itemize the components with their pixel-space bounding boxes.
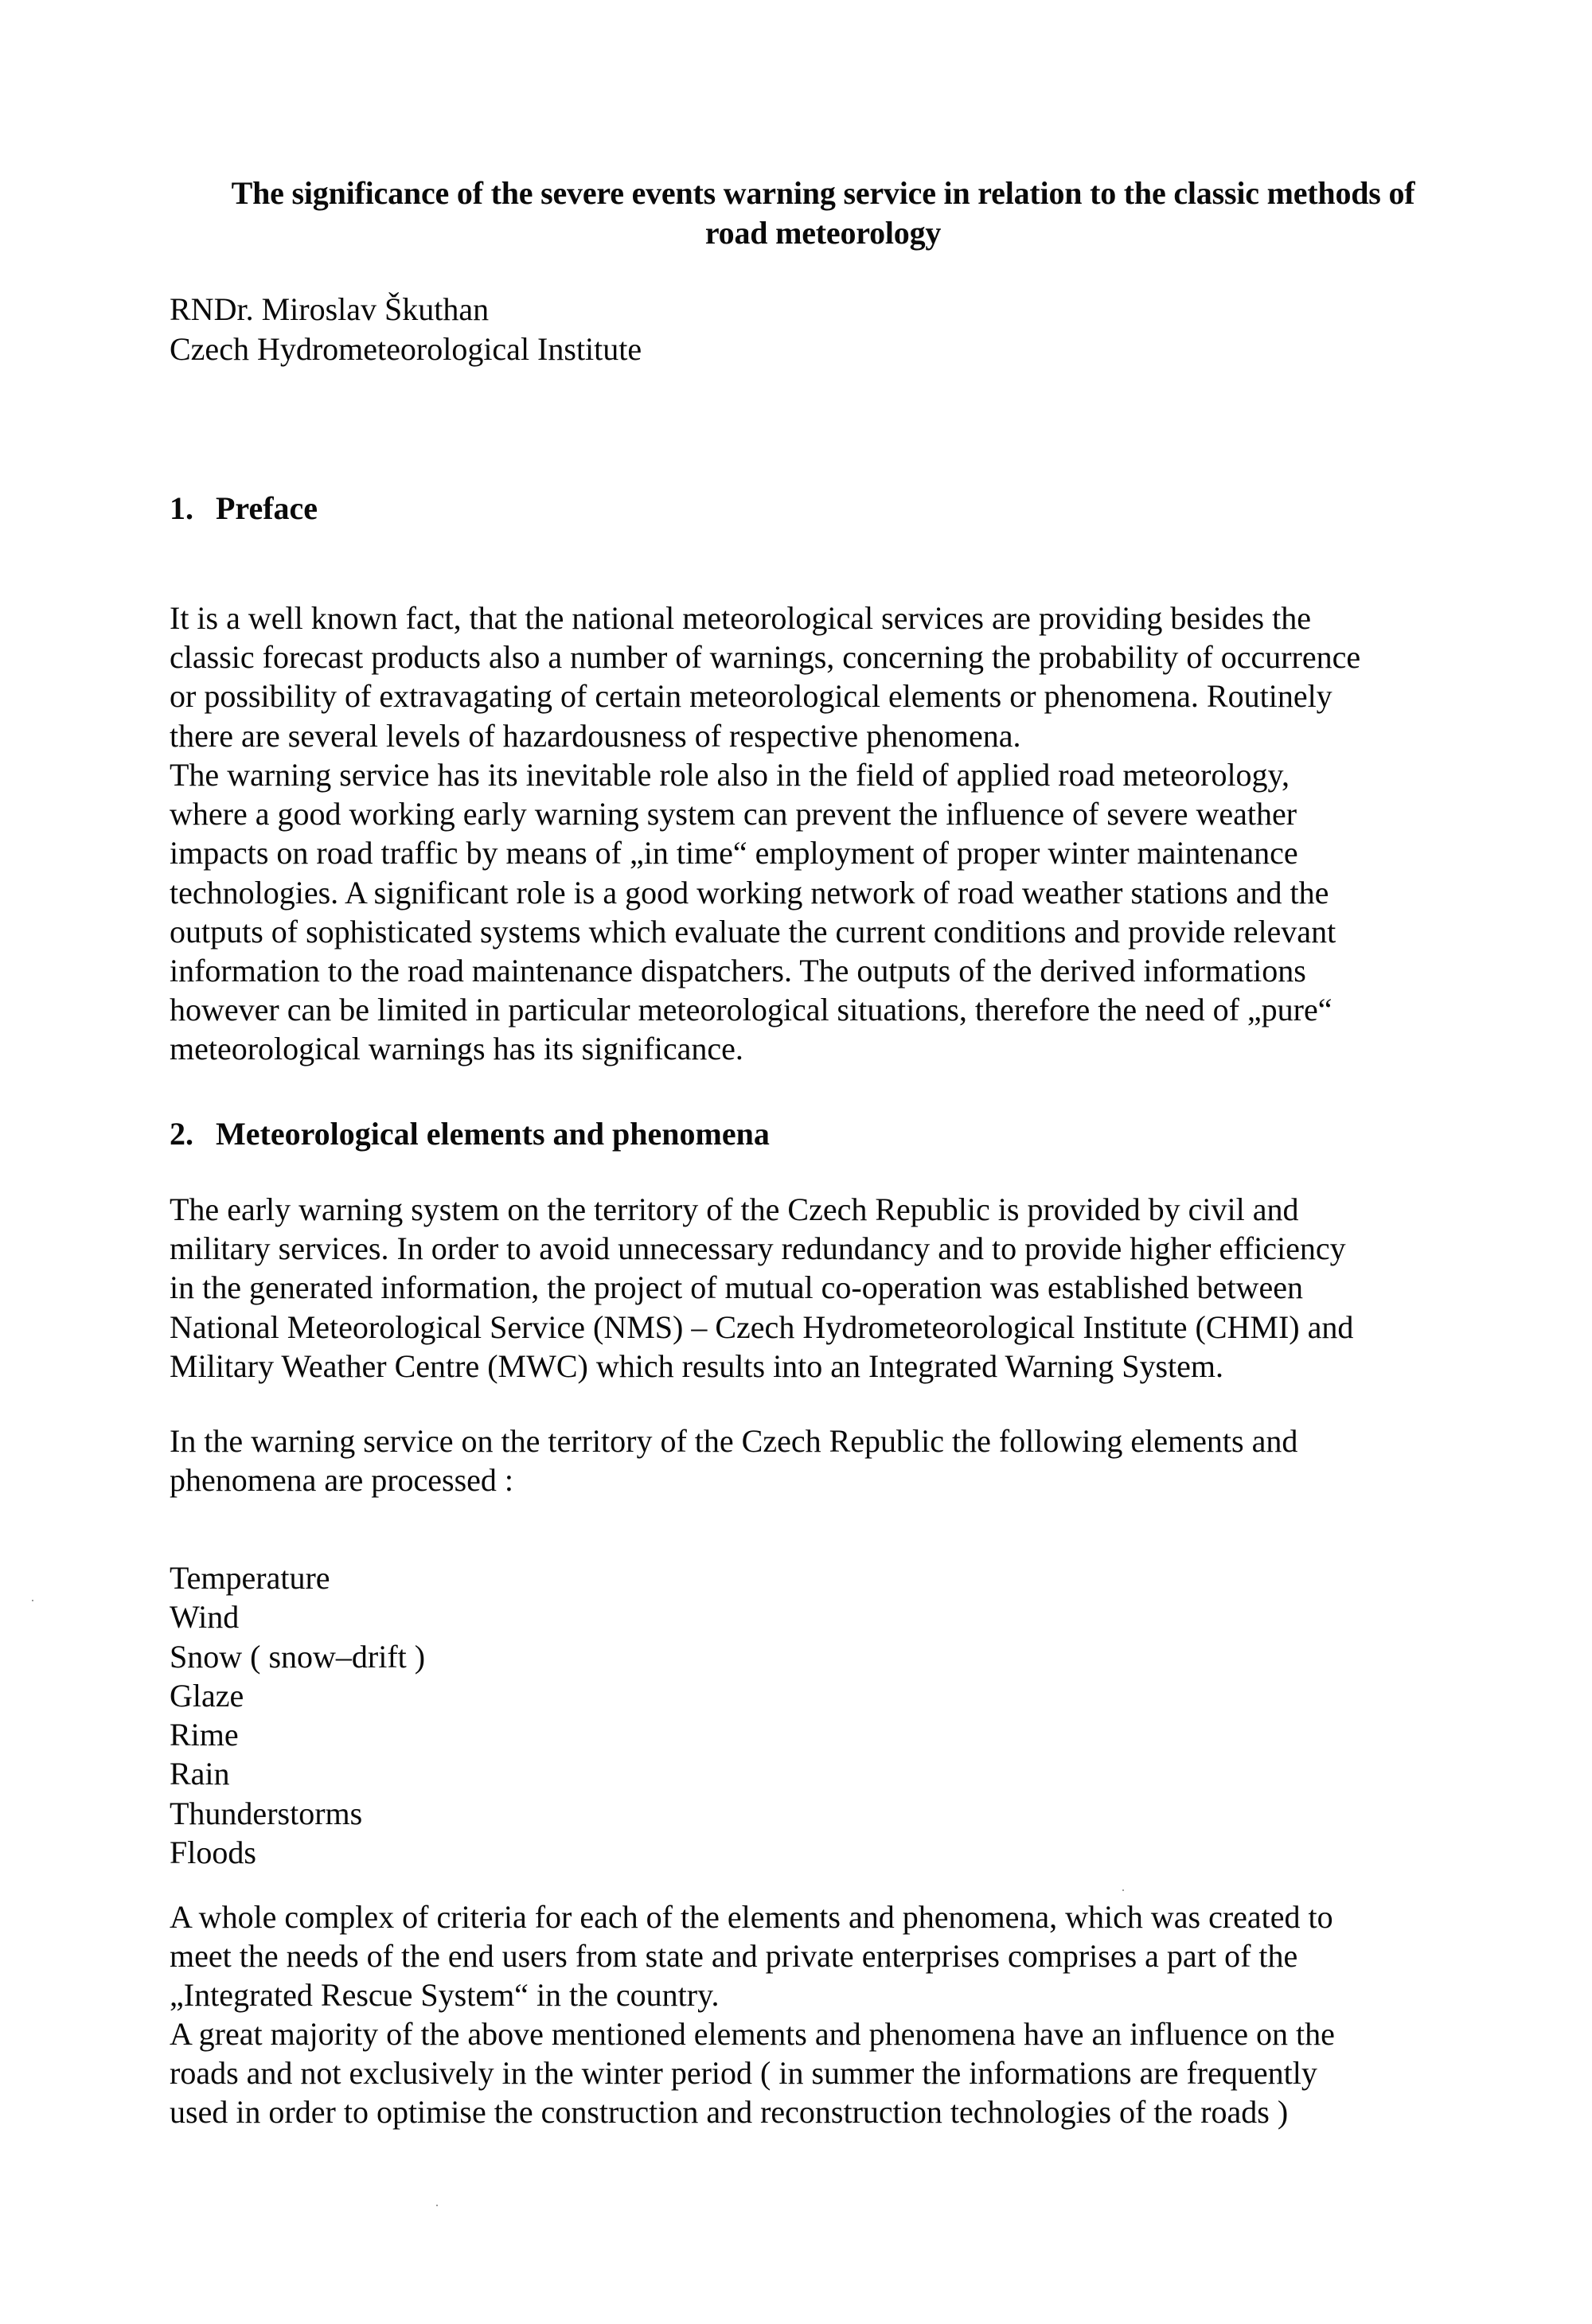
text-line: however can be limited in particular meteorological situations, therefore the need of „pure“ <box>170 992 1333 1028</box>
section-1-title: Preface <box>216 490 318 526</box>
document-title <box>170 174 1477 253</box>
text-line: where a good working early warning system can prevent the influence of severe weather <box>170 796 1297 833</box>
list-item: Snow ( snow–drift ) <box>170 1638 426 1675</box>
text-line: information to the road maintenance dispatchers. The outputs of the derived informations <box>170 953 1306 989</box>
text-line: or possibility of extravagating of certain meteorological elements or phenomena. Routinely <box>170 678 1333 715</box>
author-affiliation: Czech Hydrometeorological Institute <box>170 331 642 367</box>
title-line-1: The significance of the severe events warning service in relation to the classic methods of <box>231 175 1415 211</box>
scan-speck <box>32 1600 33 1601</box>
list-item: Glaze <box>170 1677 244 1714</box>
text-line: phenomena are processed : <box>170 1462 514 1499</box>
title-line-2: road meteorology <box>704 215 942 251</box>
section-2-heading <box>170 1114 1477 1154</box>
section-2-paragraph-4 <box>170 2014 1477 2132</box>
section-2-number: 2. <box>170 1116 193 1152</box>
list-item: Floods <box>170 1835 256 1871</box>
list-item: Wind <box>170 1599 240 1636</box>
text-line: In the warning service on the territory of the Czech Republic the following elements and <box>170 1423 1298 1459</box>
text-line: It is a well known fact, that the national meteorological services are providing besides the <box>170 600 1311 636</box>
text-line: there are several levels of hazardousness of respective phenomena. <box>170 717 1021 754</box>
section-1-paragraph-1 <box>170 599 1477 755</box>
list-item: Thunderstorms <box>170 1795 363 1831</box>
section-2-title: Meteorological elements and phenomena <box>216 1116 770 1152</box>
section-2-paragraph-3 <box>170 1897 1477 2015</box>
section-1-number: 1. <box>170 490 193 526</box>
text-line: technologies. A significant role is a good working network of road weather stations and the <box>170 874 1329 910</box>
text-line: roads and not exclusively in the winter period ( in summer the informations are frequently <box>170 2055 1317 2092</box>
text-line: outputs of sophisticated systems which evaluate the current conditions and provide relevant <box>170 913 1336 949</box>
text-line: The warning service has its inevitable role also in the field of applied road meteorology, <box>170 757 1290 793</box>
text-line: National Meteorological Service (NMS) – Czech Hydrometeorological Institute (CHMI) and <box>170 1308 1354 1345</box>
section-1-heading <box>170 489 1477 528</box>
scan-speck <box>1122 1889 1124 1891</box>
section-2-paragraph-2 <box>170 1421 1477 1499</box>
section-2-paragraph-1 <box>170 1190 1477 1386</box>
scan-speck <box>436 2205 438 2206</box>
list-item: Rain <box>170 1756 230 1792</box>
section-1-paragraph-2 <box>170 755 1477 1069</box>
text-line: classic forecast products also a number of warnings, concerning the probability of occurrence <box>170 639 1361 676</box>
text-line: „Integrated Rescue System“ in the country. <box>170 1977 720 2014</box>
list-item: Temperature <box>170 1560 330 1596</box>
text-line: military services. In order to avoid unnecessary redundancy and to provide higher efficiency <box>170 1230 1346 1267</box>
text-line: meet the needs of the end users from state and private enterprises comprises a part of the <box>170 1938 1298 1975</box>
text-line: used in order to optimise the construction and reconstruction technologies of the roads ) <box>170 2094 1289 2131</box>
text-line: The early warning system on the territory of the Czech Republic is provided by civil and <box>170 1191 1299 1227</box>
author-block <box>170 290 1477 369</box>
text-line: A whole complex of criteria for each of the elements and phenomena, which was created to <box>170 1899 1333 1935</box>
author-name: RNDr. Miroslav Škuthan <box>170 291 490 327</box>
text-line: meteorological warnings has its significance. <box>170 1031 743 1067</box>
text-line: A great majority of the above mentioned elements and phenomena have an influence on the <box>170 2016 1335 2052</box>
text-line: Military Weather Centre (MWC) which results into an Integrated Warning System. <box>170 1347 1223 1384</box>
list-item: Rime <box>170 1717 239 1753</box>
text-line: impacts on road traffic by means of „in time“ employment of proper winter maintenance <box>170 835 1298 872</box>
elements-list <box>170 1558 1477 1872</box>
text-line: in the generated information, the project of mutual co-operation was established between <box>170 1269 1303 1306</box>
